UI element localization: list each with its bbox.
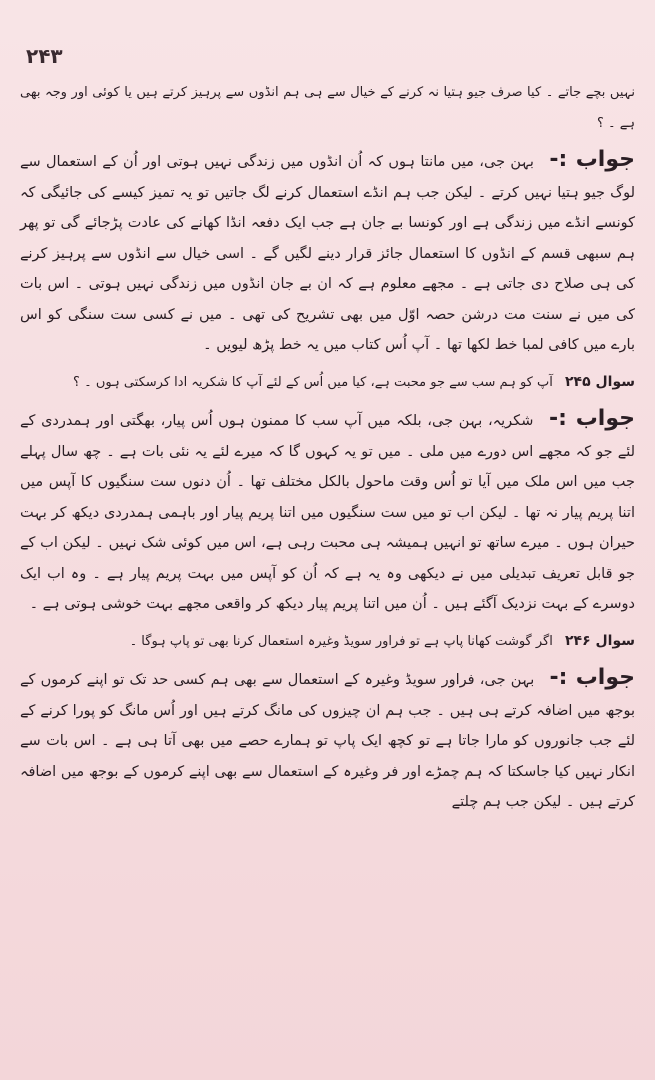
question-text: اگر گوشت کھانا پاپ ہے تو فراور سویڈ وغیرہ استعمال کرنا بھی تو پاپ ہوگا ۔ xyxy=(129,633,553,649)
question-paragraph xyxy=(20,626,635,658)
question-paragraph xyxy=(20,367,635,399)
page-body xyxy=(20,78,635,824)
question-text: آپ کو ہم سب سے جو محبت ہے، کیا میں اُس کے لئے آپ کا شکریہ ادا کرسکتی ہوں ۔ ؟ xyxy=(73,374,553,390)
answer-label: جواب :- xyxy=(549,406,635,431)
answer-label: جواب :- xyxy=(549,147,635,172)
question-text: نہیں بچے جاتے ۔ کیا صرف جیو ہتیا نہ کرنے کے خیال سے ہی ہم انڈوں سے پرہیز کرتے ہیں یا کوئی اور وجہ بھی ہے ۔ ؟ xyxy=(20,85,635,131)
page-number: ۲۴۳ xyxy=(26,44,63,68)
answer-text: بہن جی، فراور سویڈ وغیرہ کے استعمال سے بھی ہم کسی حد تک تو اپنے کرموں کے بوجھ میں اضافہ کرتے ہی ہیں ۔ جب ہم ان چیزوں کی مانگ کرتے ہیں اور اُس مانگ کو پورا کرنے کے لئے جب جانوروں کو مارا جاتا ہے تو کچھ ایک پاپ تو ہمارے حصے میں بھی آتا ہی ہے ۔ اس بات سے انکار نہیں کیا جاسکتا کہ ہم چمڑے اور فر وغیرہ کے استعمال سے بھی اپنے کرموں کے بوجھ میں اضافہ کرتے ہیں ۔ لیکن جب ہم چلتے xyxy=(20,672,635,810)
answer-paragraph xyxy=(20,145,635,361)
answer-label: جواب :- xyxy=(549,665,635,690)
answer-paragraph xyxy=(20,404,635,620)
answer-text: بہن جی، میں مانتا ہوں کہ اُن انڈوں میں زندگی نہیں ہوتی اور اُن کے استعمال سے لوگ جیو ہتیا نہیں کرتے ۔ لیکن جب ہم انڈے استعمال کرنے لگ جاتیں تو یہ تمیز کیسے کی جائیگی کہ کونسے انڈے میں زندگی ہے اور کونسا بے جان ہے جب ایک دفعہ انڈا کھانے کی عادت پڑجائے گی تو پھر ہم سبھی قسم کے انڈوں کا استعمال جائز قرار دینے لگیں گے ۔ اسی خیال سے انڈوں سے پرہیز کرنے کی ہی صلاح دی جاتی ہے ۔ مجھے معلوم ہے کہ ان بے جان انڈوں میں زندگی نہیں ہوتی ۔ اس بات کی میں نے سنت مت درشن حصہ اوّل میں بھی تشریح کی تھی ۔ میں نے کسی ست سنگی کو اس بارے میں کافی لمبا خط لکھا تھا ۔ آپ اُس کتاب میں یہ خط پڑھ لیویں ۔ xyxy=(20,154,635,353)
answer-paragraph xyxy=(20,663,635,818)
question-number: سوال ۲۴۶ xyxy=(564,632,635,649)
question-number: سوال ۲۴۵ xyxy=(564,373,635,390)
question-tail xyxy=(20,78,635,139)
answer-text: شکریہ، بہن جی، بلکہ میں آپ سب کا ممنون ہوں اُس پیار، بھگتی اور ہمدردی کے لئے جو کہ مجھے اس دورے میں ملی ۔ میں تو یہ کہوں گا کہ میرے لئے یہ نئی بات ہے ۔ چھ سال پہلے جب میں اس ملک میں آیا تو اُس وقت ماحول بالکل مختلف تھا ۔ اُن دنوں ست سنگیوں کا آپس میں اتنا پریم پیار نہ تھا ۔ لیکن اب تو میں ست سنگیوں میں اتنا پریم پیار اور باہمی ہمدردی دیکھ کر بہت حیران ہوں ۔ میرے ساتھ تو انہیں ہمیشہ ہی محبت رہی ہے، اس میں کوئی شک نہیں ۔ لیکن اب کے جو قابل تعریف تبدیلی میں نے دیکھی وہ یہ ہے کہ اُن کو آپس میں بہت پریم پیار ہے ۔ وہ اب ایک دوسرے کے بہت نزدیک آگئے ہیں ۔ اُن میں اتنا پریم پیار دیکھ کر واقعی مجھے بہت خوشی ہوتی ہے ۔ xyxy=(20,413,635,612)
